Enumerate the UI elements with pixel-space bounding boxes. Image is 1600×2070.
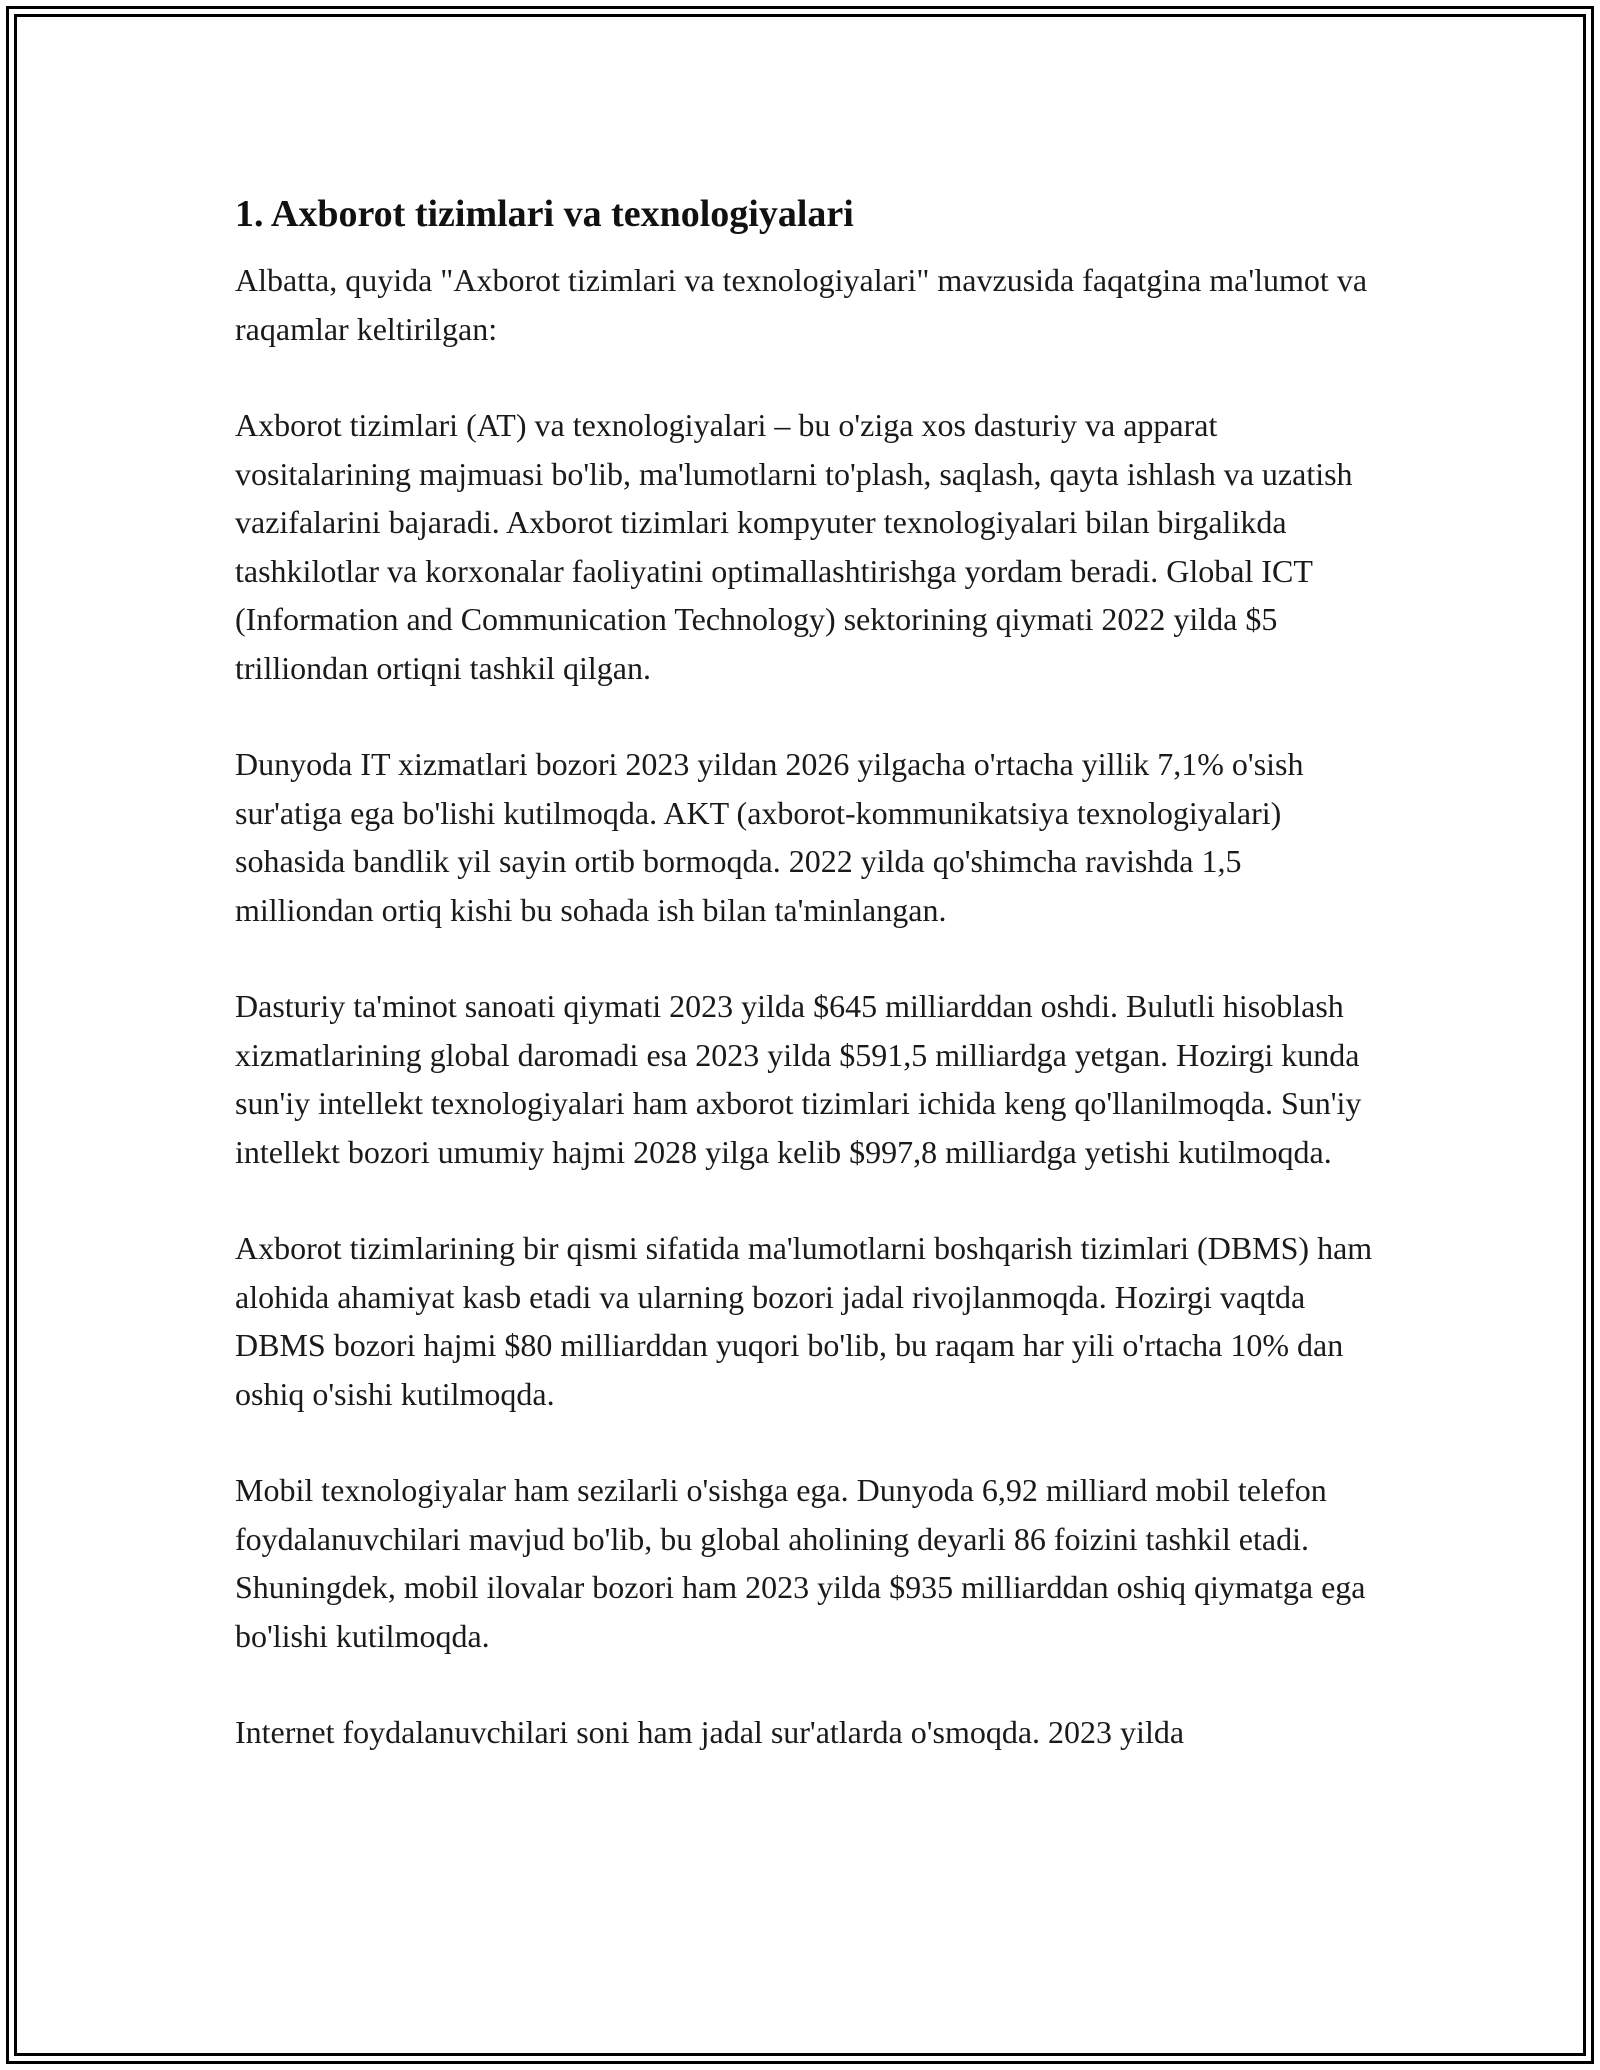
- paragraph-internet: Internet foydalanuvchilari soni ham jadal sur'atlarda o'smoqda. 2023 yilda: [235, 1714, 1185, 1750]
- document-body: [235, 188, 1380, 1805]
- paragraph-intro: Albatta, quyida "Axborot tizimlari va texnologiyalari" mavzusida faqatgina ma'lumot va raqamlar keltirilgan:: [235, 262, 1368, 347]
- paragraph-mobile: Mobil texnologiyalar ham sezilarli o'sishga ega. Dunyoda 6,92 milliard mobil telefon foydalanuvchilari mavjud bo'lib, bu global aholining deyarli 86 foizini tashkil etadi. Shuningdek, mobil ilovalar bozori ham 2023 yilda $935 milliarddan oshiq qiymatga ega bo'lishi kutilmoqda.: [235, 1472, 1366, 1654]
- paragraph-it-services: Dunyoda IT xizmatlari bozori 2023 yildan 2026 yilgacha o'rtacha yillik 7,1% o'sish sur'atiga ega bo'lishi kutilmoqda. AKT (axborot-kommunikatsiya texnologiyalari) sohasida bandlik yil sayin ortib bormoqda. 2022 yilda qo'shimcha ravishda 1,5 milliondan ortiq kishi bu sohada ish bilan ta'minlangan.: [235, 746, 1304, 928]
- paragraph-software-industry: Dasturiy ta'minot sanoati qiymati 2023 yilda $645 milliarddan oshdi. Bulutli hisoblash xizmatlarining global daromadi esa 2023 yilda $591,5 milliardga yetgan. Hozirgi kunda sun'iy intellekt texnologiyalari ham axborot tizimlari ichida keng qo'llanilmoqda. Sun'iy intellekt bozori umumiy hajmi 2028 yilga kelib $997,8 milliardga yetishi kutilmoqda.: [235, 988, 1362, 1170]
- paragraph-definition: Axborot tizimlari (AT) va texnologiyalari – bu o'ziga xos dasturiy va apparat vositalarining majmuasi bo'lib, ma'lumotlarni to'plash, saqlash, qayta ishlash va uzatish vazifalarini bajaradi. Axborot tizimlari kompyuter texnologiyalari bilan birgalikda tashkilotlar va korxonalar faoliyatini optimallashtirishga yordam beradi. Global ICT (Information and Communication Technology) sektorining qiymati 2022 yilda $5 trilliondan ortiqni tashkil qilgan.: [235, 407, 1353, 686]
- paragraph-dbms: Axborot tizimlarining bir qismi sifatida ma'lumotlarni boshqarish tizimlari (DBMS) ham alohida ahamiyat kasb etadi va ularning bozori jadal rivojlanmoqda. Hozirgi vaqtda DBMS bozori hajmi $80 milliarddan yuqori bo'lib, bu raqam har yili o'rtacha 10% dan oshiq o'sishi kutilmoqda.: [235, 1230, 1373, 1412]
- document-title: 1. Axborot tizimlari va texnologiyalari: [235, 193, 854, 235]
